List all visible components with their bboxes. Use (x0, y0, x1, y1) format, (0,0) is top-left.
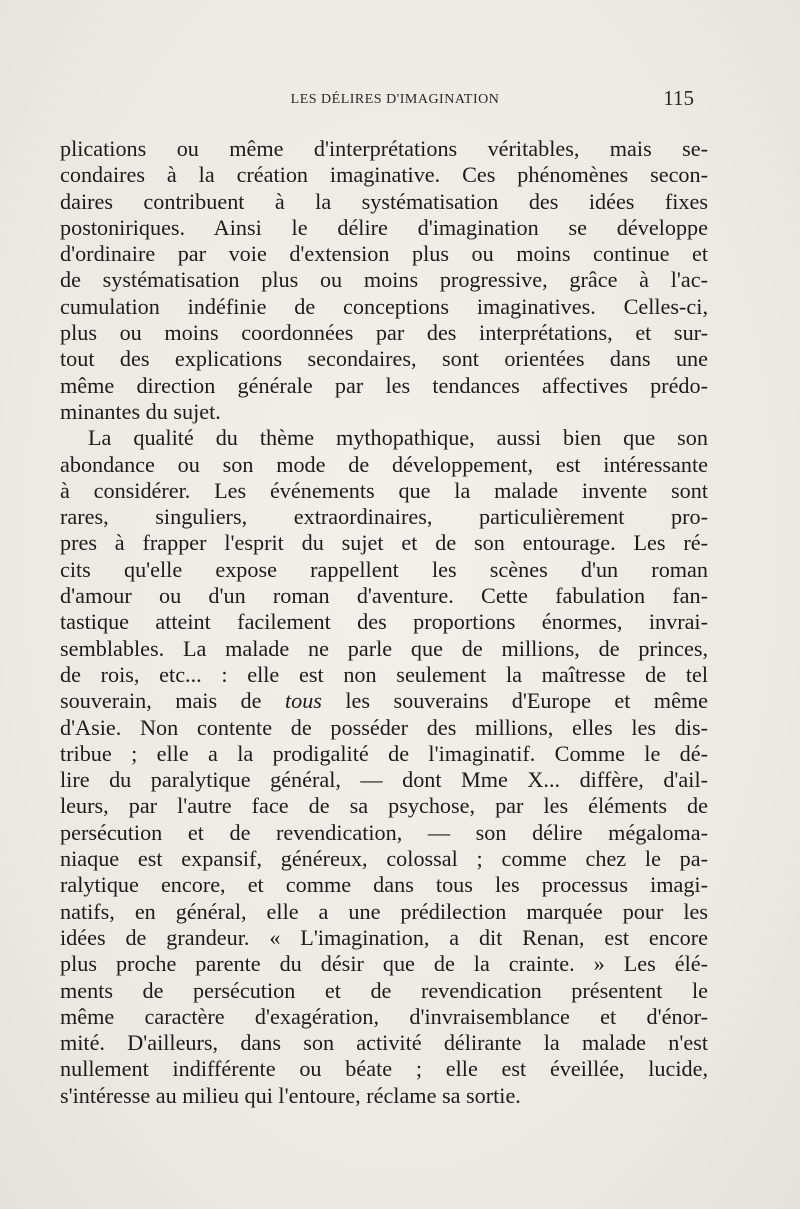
text-line: d'Asie. Non contente de posséder des millions, elles les dis- (60, 714, 708, 740)
text-line: leurs, par l'autre face de sa psychose, par les éléments de (60, 793, 708, 819)
text-line: plus proche parente du désir que de la crainte. » Les élé- (60, 951, 708, 977)
text-line: même direction générale par les tendances affectives prédo- (60, 372, 708, 398)
body-text (60, 136, 708, 1109)
text-line: tribue ; elle a la prodigalité de l'imaginatif. Comme le dé- (60, 740, 708, 766)
text-line: mité. D'ailleurs, dans son activité délirante la malade n'est (60, 1030, 708, 1056)
text-line: postoniriques. Ainsi le délire d'imagination se développe (60, 214, 708, 240)
text-line: daires contribuent à la systématisation des idées fixes (60, 188, 708, 214)
text-segment: souverain, mais de (60, 688, 262, 714)
text-line: niaque est expansif, généreux, colossal ; comme chez le pa- (60, 846, 708, 872)
text-line: persécution et de revendication, — son délire mégaloma- (60, 819, 708, 845)
text-line: La qualité du thème mythopathique, aussi bien que son (88, 425, 708, 451)
text-line: plus ou moins coordonnées par des interprétations, et sur- (60, 320, 708, 346)
text-line-with-italic (60, 688, 708, 714)
text-line: condaires à la création imaginative. Ces phénomènes secon- (60, 162, 708, 188)
text-line: de rois, etc... : elle est non seulement la maîtresse de tel (60, 661, 708, 687)
text-line: rares, singuliers, extraordinaires, particulièrement pro- (60, 504, 708, 530)
text-line: nullement indifférente ou béate ; elle est éveillée, lucide, (60, 1056, 708, 1082)
text-line: natifs, en général, elle a une prédilection marquée pour les (60, 898, 708, 924)
page-header (60, 86, 700, 116)
italic-word: tous (284, 688, 322, 714)
running-head: LES DÉLIRES D'IMAGINATION (290, 92, 500, 107)
text-line: pres à frapper l'esprit du sujet et de son entourage. Les ré- (60, 530, 708, 556)
page-number: 115 (663, 86, 694, 110)
paragraph-1 (60, 136, 708, 425)
text-line: ralytique encore, et comme dans tous les processus imagi- (60, 872, 708, 898)
paragraph-2 (60, 425, 708, 1109)
text-line: abondance ou son mode de développement, est intéressante (60, 451, 708, 477)
text-line: semblables. La malade ne parle que de millions, de princes, (60, 635, 708, 661)
text-line: cits qu'elle expose rappellent les scènes d'un roman (60, 556, 708, 582)
text-line: tastique atteint facilement des proportions énormes, invrai- (60, 609, 708, 635)
text-line: cumulation indéfinie de conceptions imaginatives. Celles-ci, (60, 293, 708, 319)
text-line: d'amour ou d'un roman d'aventure. Cette fabulation fan- (60, 583, 708, 609)
text-line: d'ordinaire par voie d'extension plus ou moins continue et (60, 241, 708, 267)
text-segment: les souverains d'Europe et même (345, 688, 709, 714)
text-line: lire du paralytique général, — dont Mme X... diffère, d'ail- (60, 767, 708, 793)
text-line: à considérer. Les événements que la malade invente sont (60, 477, 708, 503)
text-line: même caractère d'exagération, d'invraisemblance et d'énor- (60, 1003, 708, 1029)
text-line: plications ou même d'interprétations véritables, mais se- (60, 136, 708, 161)
text-line: minantes du sujet. (60, 398, 221, 424)
text-line: s'intéresse au milieu qui l'entoure, réclame sa sortie. (60, 1082, 521, 1108)
text-line: idées de grandeur. « L'imagination, a dit Renan, est encore (60, 924, 708, 950)
text-line: de systématisation plus ou moins progressive, grâce à l'ac- (60, 267, 708, 293)
text-line: tout des explications secondaires, sont orientées dans une (60, 346, 708, 372)
text-line: ments de persécution et de revendication présentent le (60, 977, 708, 1003)
